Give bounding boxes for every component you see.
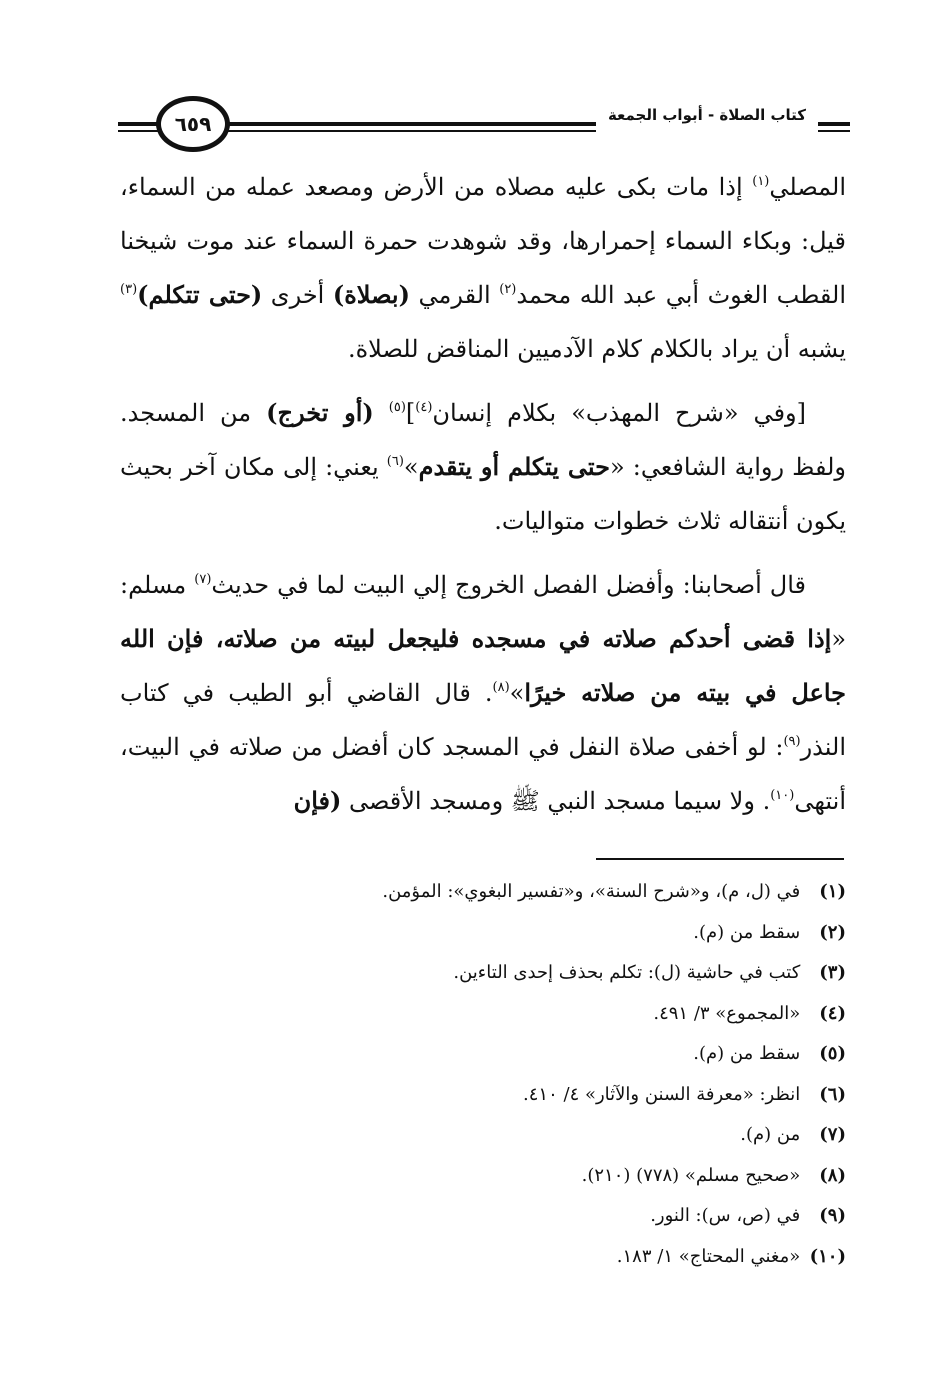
main-text (120, 160, 846, 838)
footnote-separator (596, 858, 844, 860)
footnote-text: سقط من (م). (693, 921, 801, 943)
footnote-text: «مغني المحتاج» ١/ ١٨٣. (616, 1245, 801, 1267)
footnote-text: في (ص، س): النور. (650, 1205, 801, 1226)
text-run: . ولا سيما مسجد النبي ﷺ ومسجد الأقصى (341, 787, 771, 815)
footnote-number: (٨) (819, 1164, 846, 1186)
footnote-item (120, 1156, 846, 1197)
text-run: مسلم: « (120, 571, 846, 653)
text-run: إذا مات بكى عليه مصلاه من الأرض ومصعد عمله من السماء، قيل: وبكاء السماء إحمرارها، وقد شوهدت حمرة السماء عند موت شيخنا القطب الغوث أبي عبد الله محمد (120, 173, 847, 309)
header-rule-left-thin (118, 130, 158, 132)
bold-text-run: (حتى تتكلم) (137, 280, 263, 309)
text-run: » (509, 679, 525, 707)
footnote-text: انظر: «معرفة السنن والآثار» ٤/ ٤١٠. (523, 1083, 801, 1105)
header-rule-left-thick (118, 122, 158, 126)
text-run: أخرى (262, 281, 333, 309)
page-header (118, 96, 850, 160)
footnote-ref: (٩) (783, 734, 801, 749)
page-number: ٦٥٩ (156, 96, 230, 152)
footnote-item (120, 1196, 846, 1237)
footnote-text: «صحيح مسلم» (٧٧٨) (٢١٠). (581, 1164, 801, 1186)
text-run: يعني: إلى مكان آخر بحيث يكون أنتقاله ثلاث خطوات متواليات. (120, 453, 846, 535)
text-run: يشبه أن يراد بالكلام كلام الآدميين المناقض للصلاة. (347, 335, 846, 363)
footnote-number: (٣) (819, 962, 846, 983)
footnote-ref: (٨) (492, 680, 510, 695)
footnote-number: (١) (819, 881, 846, 902)
text-run: » (403, 453, 419, 481)
footnote-item (120, 1075, 846, 1116)
footnote-text: من (م). (740, 1124, 801, 1145)
footnote-number: (٤) (819, 1002, 846, 1024)
text-run: المصلي (769, 173, 846, 201)
bold-text-run: (فإن (293, 786, 342, 815)
paragraph-1 (120, 160, 846, 376)
footnote-item (120, 1034, 846, 1075)
footnote-text: في (ل، م)، و«شرح السنة»، و«تفسير البغوي»: المؤمن. (382, 881, 801, 902)
footnote-number: (٧) (819, 1124, 846, 1145)
running-title: كتاب الصلاة - أبواب الجمعة (596, 102, 818, 142)
footnote-item (120, 994, 846, 1035)
footnote-text: كتب في حاشية (ل): تكلم بحذف إحدى التاءين. (453, 962, 801, 983)
footnote-number: (٥) (819, 1043, 846, 1064)
footnote-number: (٦) (819, 1083, 846, 1105)
footnote-ref: (٥) (388, 400, 406, 415)
paragraph-3 (120, 558, 846, 828)
footnote-ref: (٦) (386, 454, 404, 469)
footnote-ref: (٢) (499, 282, 517, 297)
footnote-number: (١٠) (809, 1245, 846, 1267)
footnote-item (120, 953, 846, 994)
text-run: . قال القاضي أبو الطيب في كتاب النذر (120, 679, 846, 761)
text-run (374, 399, 389, 427)
footnote-number: (٢) (819, 921, 846, 943)
footnote-text: «المجموع» ٣/ ٤٩١. (653, 1002, 801, 1024)
footnote-item (120, 872, 846, 913)
footnote-text: سقط من (م). (693, 1043, 801, 1064)
footnote-ref: (١٠) (770, 788, 795, 803)
footnote-item (120, 1237, 846, 1278)
footnote-number: (٩) (819, 1205, 846, 1226)
footnote-ref: (٧) (194, 572, 212, 587)
footnote-ref: (٤) (415, 400, 433, 415)
text-run: ] (405, 399, 416, 427)
footnote-ref: (٣) (120, 282, 138, 297)
text-run: القرمي (409, 281, 500, 309)
text-run: من المسجد. ولفظ رواية الشافعي: « (120, 399, 846, 481)
paragraph-2 (120, 386, 846, 548)
footnote-item (120, 913, 846, 954)
text-run: : لو أخفى صلاة النفل في المسجد كان أفضل من صلاته في البيت، أنتهى (120, 733, 846, 815)
footnote-item (120, 1115, 846, 1156)
bold-text-run: حتى يتكلم أو يتقدم (418, 452, 610, 481)
bold-text-run: (أو تخرج) (266, 398, 374, 427)
bold-text-run: إذا قضى أحدكم صلاته في مسجده فليجعل لبيته من صلاته، فإن الله جاعل في بيته من صلاته خيرًا (120, 624, 846, 707)
footnotes (120, 872, 846, 1277)
text-run: قال أصحابنا: وأفضل الفصل الخروج إلي البيت لما في حديث (211, 571, 806, 599)
footnote-ref: (١) (752, 174, 770, 189)
text-run: [وفي «شرح المهذب» بكلام إنسان (432, 399, 806, 427)
bold-text-run: (بصلاة) (332, 280, 410, 309)
